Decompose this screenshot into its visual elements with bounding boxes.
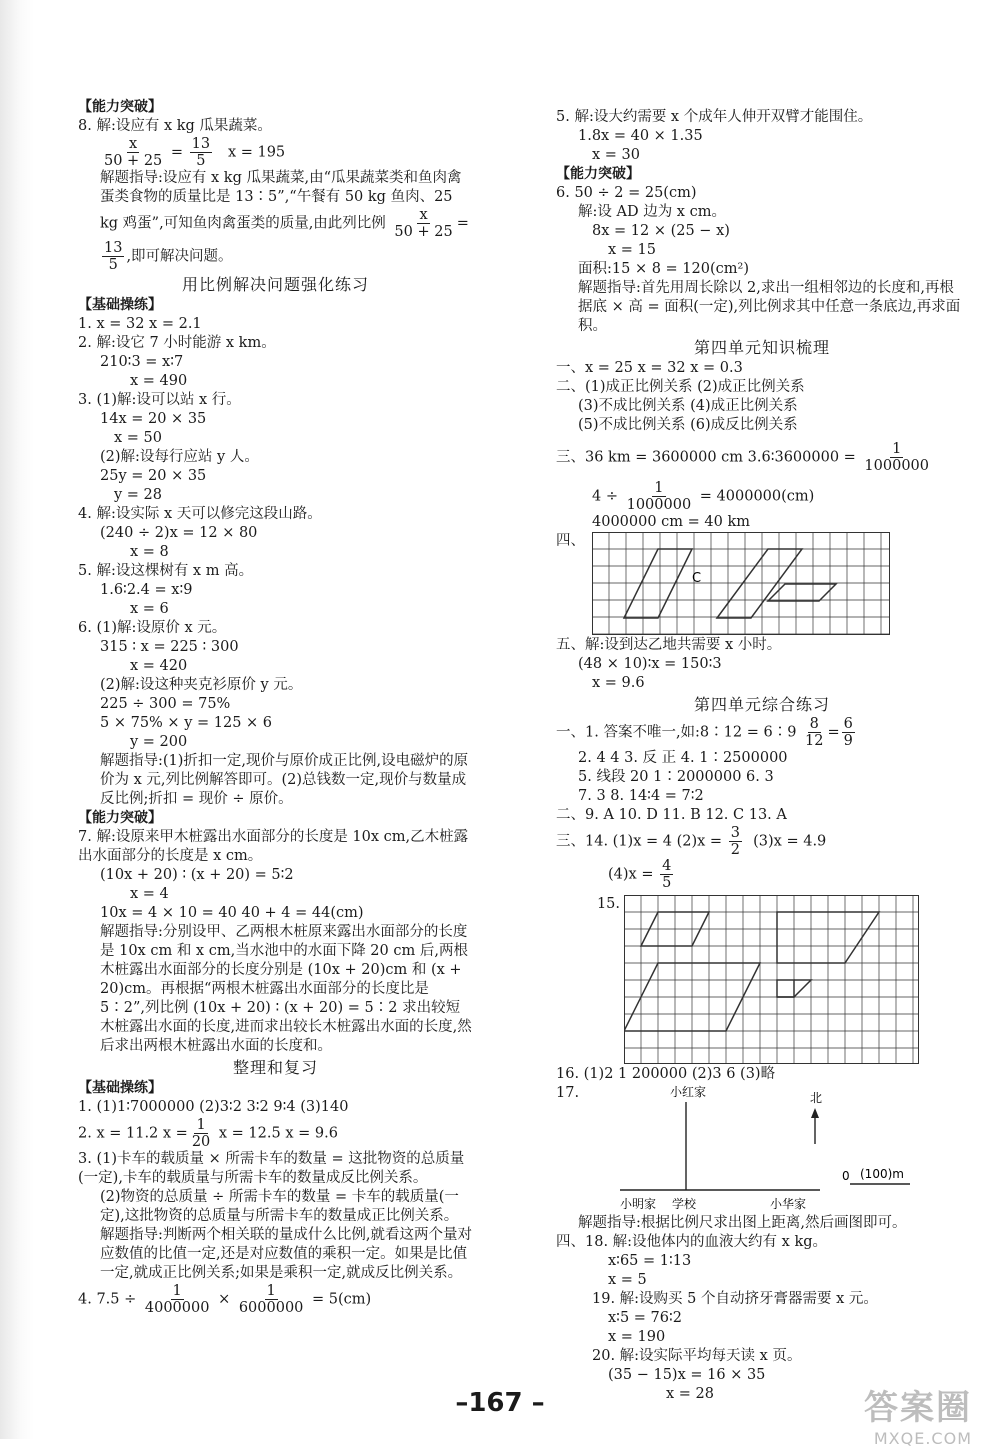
answer-line: 20. 解:设实际平均每天读 x 页。 (592, 1348, 802, 1364)
map-label-xiaohong: 小红家 (670, 1085, 707, 1099)
page-edge-shadow (0, 0, 34, 1439)
answer-line: 4. 7.5 ÷ $\frac{1}{4000000}$ × $\frac{1}{6000000}$ = 5(cm) (78, 1283, 372, 1316)
answer-line: (3)不成比例关系 (4)成正比例关系 (578, 398, 798, 414)
fraction: $\frac{x}{50 + 25}$ (394, 207, 453, 240)
equation-line: x = 4 (130, 886, 169, 902)
fraction: $\frac{3}{2}$ (730, 825, 740, 858)
map-label-xiaoming: 小明家 (620, 1197, 657, 1211)
grid-answer: 四、 C (556, 532, 968, 636)
answer-line: 16. (1)2 1 200000 (2)3 6 (3)略 (556, 1066, 776, 1082)
hint-text: 解题指导:首先用周长除以 2,求出一组相邻边的长度和,再根据底 × 高 = 面积(一定),列比例求其中任意一条底边,再求面积。 (578, 280, 961, 334)
answer-line: 5. 线段 20 1∶2000000 6. 3 (578, 769, 774, 785)
answer-line: 3. (1)卡车的载质量 × 所需卡车的数量 = 这批物资的总质量(一定),卡车的载质量与所需卡车的数量成反比例关系。 (78, 1151, 465, 1186)
answer-line: 2. x = 11.2 x = $\frac{1}{20}$ x = 12.5 x = 9.6 (78, 1117, 338, 1150)
page-number: –167 – (455, 1388, 545, 1418)
answer-line: 1. (1)1∶7000000 (2)3∶2 3∶2 9∶4 (3)140 (78, 1099, 349, 1115)
fraction: $\frac{4}{5}$ (662, 858, 672, 891)
equation-line: x∶65 = 1∶13 (608, 1253, 692, 1269)
equation-line: x = 190 (608, 1329, 666, 1345)
equation-line: x = 30 (592, 147, 640, 163)
answer-line: 1. x = 32 x = 2.1 (78, 316, 202, 332)
equation-line: 4 ÷ $\frac{1}{1000000}$ = 4000000(cm) (592, 480, 815, 513)
equation-line: 10x = 4 × 10 = 40 40 + 4 = 44(cm) (100, 905, 364, 921)
equation-line: x = 9.6 (592, 675, 645, 691)
answer-line: 19. 解:设购买 5 个自动挤牙膏器需要 x 元。 (592, 1291, 878, 1307)
equation-line: x = 28 (666, 1386, 714, 1402)
equation-line: x∶5 = 76∶2 (608, 1310, 682, 1326)
fraction: $\frac{6}{9}$ (843, 716, 853, 749)
section-tag: 【能力突破】 (78, 99, 162, 115)
answer-line: 一、x = 25 x = 32 x = 0.3 (556, 360, 743, 376)
watermark-logo: 答案圈 MXQE.COM (864, 1388, 972, 1448)
parallelogram-grid-figure-15 (624, 895, 920, 1065)
equation-line: (48 × 10)∶x = 150∶3 (578, 656, 722, 672)
map-figure (620, 1084, 920, 1214)
equation-line: 5 × 75% × y = 125 × 6 (100, 715, 273, 731)
figure-label-c: C (692, 571, 702, 586)
answer-line: 7. 解:设原来甲木桩露出水面部分的长度是 10x cm,乙木桩露出水面部分的长度是 x cm。 (78, 829, 469, 864)
fraction: $\frac{1}{1000000}$ (626, 480, 692, 513)
hint-text: 解题指导:根据比例尺求出图上距离,然后画图即可。 (578, 1215, 907, 1231)
answer-line: 7. 3 8. 14∶4 = 7∶2 (578, 788, 704, 804)
answer-line: 6. (1)解:设原价 x 元。 (78, 620, 227, 636)
equation-line: 210∶3 = x∶7 (100, 354, 184, 370)
map-answer: 17. 小红家 北 小明家 学校 小华家 0 (100)m (556, 1084, 968, 1214)
equation-line: x = 5 (608, 1272, 647, 1288)
answer-line: 二、9. A 10. D 11. B 12. C 13. A (556, 807, 787, 823)
equation-line: 4000000 cm = 40 km (592, 514, 751, 530)
equation-line: 25y = 20 × 35 (100, 468, 207, 484)
equation-line: y = 28 (114, 487, 163, 503)
section-title: 整理和复习 (232, 1058, 318, 1077)
map-label-xiaohua: 小华家 (770, 1197, 807, 1211)
answer-line: 3. (1)解:设可以站 x 行。 (78, 392, 241, 408)
equation-line: (240 ÷ 2)x = 12 × 80 (100, 525, 258, 541)
answer-line: 4. 解:设实际 x 天可以修完这段山路。 (78, 506, 322, 522)
equation-line: $\frac{x}{50 + 25}$ = $\frac{13}{5}$ x = 195 (104, 136, 286, 169)
answer-line: (4)x = $\frac{4}{5}$ (608, 858, 672, 891)
equation-line: x = 420 (130, 658, 188, 674)
hint-text: 解题指导:判断两个相关联的量成什么比例,就看这两个量对应数值的比值一定,还是对应数值的乘积一定。如果是比值一定,就成正比例关系;如果是乘积一定,就成反比例关系。 (100, 1227, 472, 1281)
equation-line: 225 ÷ 300 = 75% (100, 696, 231, 712)
answer-line: 三、14. (1)x = 4 (2)x = $\frac{3}{2}$ (3)x = 4.9 (556, 825, 827, 858)
answer-line: 四、18. 解:设他体内的血液大约有 x kg。 (556, 1234, 828, 1250)
equation-line: 315 ∶ x = 225 ∶ 300 (100, 639, 239, 655)
equation-line: 8x = 12 × (25 − x) (592, 223, 730, 239)
fraction: $\frac{8}{12}$ (805, 716, 824, 749)
section-tag: 【基础操练】 (78, 1080, 162, 1096)
section-title: 用比例解决问题强化练习 (181, 275, 369, 294)
scale-zero: 0 (842, 1169, 850, 1183)
equation-line: x = 15 (608, 242, 656, 258)
section-tag: 【能力突破】 (556, 166, 640, 182)
fraction: $\frac{x}{50 + 25}$ (104, 136, 163, 169)
fraction: $\frac{1}{20}$ (191, 1117, 211, 1150)
equation-line: 1.6∶2.4 = x∶9 (100, 582, 193, 598)
grid-answer-15: 15. (556, 895, 968, 1065)
equation-line: x = 6 (130, 601, 169, 617)
equation-line: 面积:15 × 8 = 120(cm²) (578, 261, 749, 277)
section-title: 第四单元综合练习 (693, 695, 830, 714)
answer-line: 二、(1)成正比例关系 (2)成正比例关系 (556, 379, 805, 395)
equation-line: x = 490 (130, 373, 188, 389)
map-label-school: 学校 (672, 1197, 697, 1211)
answer-line: (2)物资的总质量 ÷ 所需卡车的数量 = 卡车的载质量(一定),这批物资的总质量与所需卡车的数量成正比例关系。 (100, 1189, 459, 1224)
equation-line: y = 200 (130, 734, 188, 750)
answer-line: (2)解:设这种夹克衫原价 y 元。 (100, 677, 303, 693)
fraction: $\frac{1}{1000000}$ (864, 441, 929, 474)
answer-line: 解:设 AD 边为 x cm。 (578, 204, 726, 220)
section-title: 第四单元知识梳理 (693, 338, 830, 357)
right-column (556, 108, 968, 1404)
answer-line: 8. 解:设应有 x kg 瓜果蔬菜。 (78, 118, 272, 134)
section-tag: 【能力突破】 (78, 810, 162, 826)
fraction: $\frac{13}{5}$ (104, 240, 123, 273)
left-column (78, 98, 473, 1316)
answer-line: 5. 解:设这棵树有 x m 高。 (78, 563, 254, 579)
answer-line: 五、解:设到达乙地共需要 x 小时。 (556, 637, 782, 653)
equation-line: x = 8 (130, 544, 169, 560)
section-tag: 【基础操练】 (78, 297, 162, 313)
fraction: $\frac{1}{6000000}$ (238, 1283, 304, 1316)
equation-line: (35 − 15)x = 16 × 35 (608, 1367, 766, 1383)
answer-line: (5)不成比例关系 (6)成反比例关系 (578, 417, 798, 433)
hint-text: 解题指导:设应有 x kg 瓜果蔬菜,由“瓜果蔬菜类和鱼肉禽蛋类食物的质量比是 13∶5”,“午餐有 50 kg 鱼肉、25 kg 鸡蛋”,可知鱼肉禽蛋类的质量,由此列比例 $\frac{x}{50 + 25}$ = $\frac{13}{5}$ ,即可解决问题。 (100, 170, 469, 273)
equation-line: 1.8x = 40 × 1.35 (578, 128, 703, 144)
north-arrow-icon (811, 1108, 819, 1118)
answer-line: 三、36 km = 3600000 cm 3.6∶3600000 = $\frac{1}{1000000}$ (556, 441, 929, 474)
scale-label: (100)m (860, 1167, 904, 1181)
answer-line: (2)解:设每行应站 y 人。 (100, 449, 259, 465)
fraction: $\frac{13}{5}$ (191, 136, 211, 169)
map-label-north: 北 (810, 1091, 823, 1105)
equation-line: (10x + 20) ∶ (x + 20) = 5∶2 (100, 867, 294, 883)
answer-line: 6. 50 ÷ 2 = 25(cm) (556, 185, 697, 201)
equation-line: 14x = 20 × 35 (100, 411, 207, 427)
hint-text: 解题指导:(1)折扣一定,现价与原价成正比例,设电磁炉的原价为 x 元,列比例解答即可。(2)总钱数一定,现价与数量成反比例;折扣 = 现价 ÷ 原价。 (100, 753, 469, 807)
parallelogram-grid-figure (592, 532, 892, 636)
answer-line: 2. 解:设它 7 小时能游 x km。 (78, 335, 276, 351)
hint-text: 解题指导:分别设甲、乙两根木桩原来露出水面部分的长度是 10x cm 和 x cm,当水池中的水面下降 20 cm 后,两根木桩露出水面部分的长度分别是 (10x + 20)cm 和 (x + 20)cm。再根据“两根木桩露出水面部分的长度比是 5∶2”,列比例 (10x + 20) ∶ (x + 20) = 5∶2 求出较短木桩露出水面的长度,进而求出较长木桩露出水面的长度,然后求出两根木桩露出水面的长度和。 (100, 924, 472, 1054)
equation-line: x = 50 (114, 430, 162, 446)
answer-line: 2. 4 4 3. 反 正 4. 1∶2500000 (578, 750, 788, 766)
fraction: $\frac{1}{4000000}$ (144, 1283, 210, 1316)
answer-line: 5. 解:设大约需要 x 个成年人伸开双臂才能围住。 (556, 109, 873, 125)
answer-line: 一、1. 答案不唯一,如:8∶12 = 6∶9 $\frac{8}{12}$ = $\frac{6}{9}$ (556, 716, 853, 749)
